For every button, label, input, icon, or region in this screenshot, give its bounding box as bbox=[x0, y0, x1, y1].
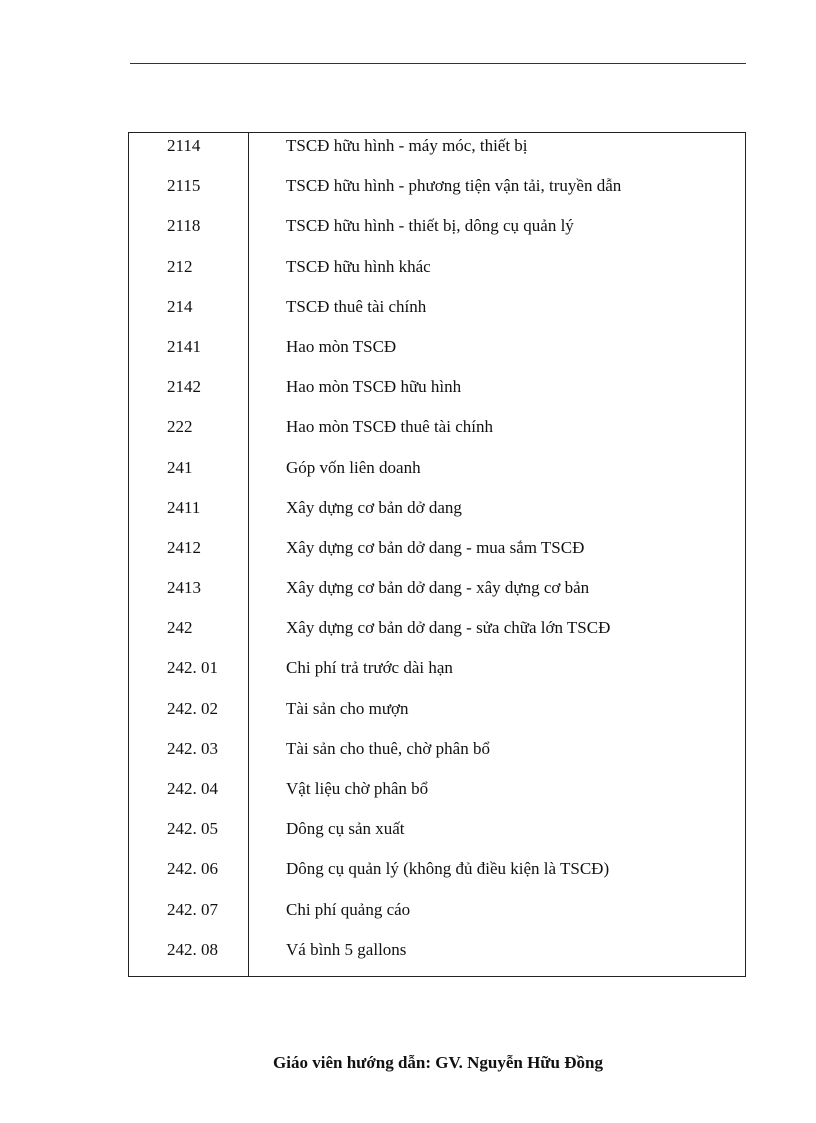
table-row bbox=[129, 455, 745, 495]
account-code: 242. 05 bbox=[167, 819, 218, 839]
account-code: 242. 08 bbox=[167, 939, 218, 959]
table-row bbox=[129, 696, 745, 736]
account-code: 222 bbox=[167, 417, 193, 437]
account-code: 2115 bbox=[167, 176, 201, 196]
account-code: 242 bbox=[167, 618, 193, 638]
table-row bbox=[129, 495, 745, 535]
account-code: 242. 03 bbox=[167, 738, 218, 758]
account-name: TSCĐ hữu hình - phương tiện vận tải, truyền dẫn bbox=[286, 176, 622, 196]
table-row bbox=[129, 655, 745, 695]
account-code: 2411 bbox=[167, 497, 201, 517]
table-row bbox=[129, 575, 745, 615]
header-divider bbox=[130, 63, 746, 64]
table-row bbox=[129, 736, 745, 776]
table-row bbox=[129, 937, 745, 977]
instructor-footer: Giáo viên hướng dẫn: GV. Nguyễn Hữu Đồng bbox=[273, 1053, 603, 1072]
account-name: TSCĐ hữu hình - thiết bị, dông cụ quản lý bbox=[286, 216, 574, 236]
account-code: 242. 04 bbox=[167, 779, 218, 798]
account-name: Chi phí quảng cáo bbox=[286, 899, 411, 919]
account-name: Xây dựng cơ bản dở dang - sửa chữa lớn TSCĐ bbox=[286, 618, 611, 638]
account-code: 2114 bbox=[167, 136, 201, 155]
account-code: 242. 02 bbox=[167, 698, 218, 718]
table-body bbox=[129, 133, 745, 977]
account-code: 242. 01 bbox=[167, 658, 218, 678]
account-name: Dông cụ sản xuất bbox=[286, 819, 405, 839]
table-row bbox=[129, 374, 745, 414]
account-code: 242. 06 bbox=[167, 859, 218, 879]
account-code: 242. 07 bbox=[167, 899, 218, 919]
table-row bbox=[129, 334, 745, 374]
table-row bbox=[129, 776, 745, 816]
account-name: Góp vốn liên doanh bbox=[286, 457, 421, 477]
account-name: Hao mòn TSCĐ hữu hình bbox=[286, 377, 462, 397]
account-name: Xây dựng cơ bản dở dang bbox=[286, 497, 462, 517]
table-row bbox=[129, 294, 745, 334]
account-name: Xây dựng cơ bản dở dang - mua sắm TSCĐ bbox=[286, 537, 585, 557]
table-row bbox=[129, 615, 745, 655]
account-name: Hao mòn TSCĐ thuê tài chính bbox=[286, 417, 493, 437]
table-row bbox=[129, 213, 745, 253]
account-code: 2141 bbox=[167, 336, 201, 356]
account-name: TSCĐ hữu hình - máy móc, thiết bị bbox=[286, 136, 528, 155]
account-name: Chi phí trả trước dài hạn bbox=[286, 658, 453, 678]
table-row bbox=[129, 535, 745, 575]
table-row bbox=[129, 254, 745, 294]
table-row bbox=[129, 414, 745, 454]
account-name: Tài sản cho mượn bbox=[286, 698, 409, 718]
table-row bbox=[129, 856, 745, 896]
account-code: 2413 bbox=[167, 578, 201, 598]
table-row bbox=[129, 816, 745, 856]
account-code: 2412 bbox=[167, 537, 201, 557]
account-name: Hao mòn TSCĐ bbox=[286, 336, 397, 356]
account-code: 212 bbox=[167, 256, 193, 276]
account-name: Vật liệu chờ phân bổ bbox=[286, 779, 429, 798]
account-table bbox=[128, 132, 746, 977]
account-name: TSCĐ hữu hình khác bbox=[286, 256, 431, 276]
account-code: 2118 bbox=[167, 216, 201, 236]
table-row bbox=[129, 173, 745, 213]
table-row bbox=[129, 897, 745, 937]
account-name: Tài sản cho thuê, chờ phân bổ bbox=[286, 738, 490, 758]
account-name: Xây dựng cơ bản dở dang - xây dựng cơ bản bbox=[286, 578, 590, 598]
account-code: 2142 bbox=[167, 377, 201, 397]
account-name: TSCĐ thuê tài chính bbox=[286, 296, 427, 316]
account-code: 241 bbox=[167, 457, 193, 477]
account-name: Vá bình 5 gallons bbox=[286, 939, 407, 959]
table-row bbox=[129, 133, 745, 173]
account-name: Dông cụ quản lý (không đủ điều kiện là TSCĐ) bbox=[286, 859, 610, 879]
account-code: 214 bbox=[167, 296, 193, 316]
